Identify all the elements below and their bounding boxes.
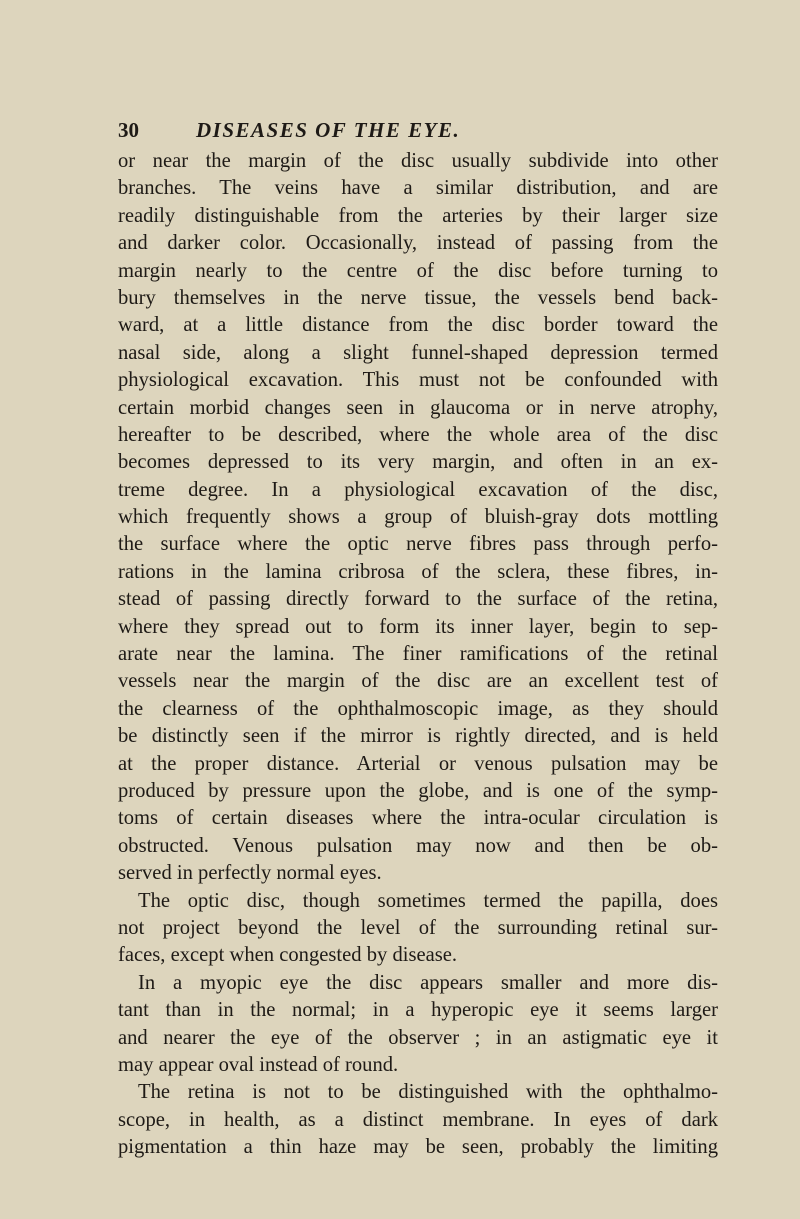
text-line: certain morbid changes seen in glaucoma or in nerve atrophy, <box>118 396 718 419</box>
text-line: margin nearly to the centre of the disc before turning to <box>118 259 718 282</box>
text-line: not project beyond the level of the surrounding retinal sur- <box>118 916 718 939</box>
text-line: bury themselves in the nerve tissue, the vessels bend back- <box>118 286 718 309</box>
text-line: The optic disc, though sometimes termed the papilla, does <box>138 889 718 912</box>
text-line: tant than in the normal; in a hyperopic eye it seems larger <box>118 999 718 1022</box>
text-line: stead of passing directly forward to the surface of the retina, <box>118 588 718 611</box>
text-line: hereafter to be described, where the whole area of the disc <box>118 423 718 446</box>
page-header <box>0 118 800 144</box>
text-line: branches. The veins have a similar distribution, and are <box>118 177 718 200</box>
text-line: scope, in health, as a distinct membrane. In eyes of dark <box>118 1108 718 1131</box>
text-line: faces, except when congested by disease. <box>118 944 458 967</box>
text-line: which frequently shows a group of bluish-gray dots mottling <box>118 506 718 529</box>
text-line: obstructed. Venous pulsation may now and then be ob- <box>118 834 718 857</box>
text-line: and nearer the eye of the observer ; in an astigmatic eye it <box>118 1026 718 1049</box>
page-number: 30 <box>118 118 139 142</box>
text-line: at the proper distance. Arterial or venous pulsation may be <box>118 752 718 775</box>
text-line: and darker color. Occasionally, instead of passing from the <box>118 232 718 255</box>
text-line: vessels near the margin of the disc are an excellent test of <box>118 670 718 693</box>
text-line: The retina is not to be distinguished with the ophthalmo- <box>138 1081 718 1104</box>
running-title: DISEASES OF THE EYE. <box>196 118 461 142</box>
text-line: pigmentation a thin haze may be seen, probably the limiting <box>118 1136 718 1159</box>
text-line: becomes depressed to its very margin, and often in an ex- <box>118 451 718 474</box>
text-line: nasal side, along a slight funnel-shaped depression termed <box>118 341 718 364</box>
text-line: produced by pressure upon the globe, and is one of the symp- <box>118 779 718 802</box>
text-line: toms of certain diseases where the intra-ocular circulation is <box>118 807 718 830</box>
text-line: arate near the lamina. The finer ramifications of the retinal <box>118 643 718 666</box>
text-line: physiological excavation. This must not be confounded with <box>118 369 718 392</box>
text-line: or near the margin of the disc usually subdivide into other <box>118 150 718 172</box>
body-text <box>118 148 718 1161</box>
text-line: served in perfectly normal eyes. <box>118 862 382 885</box>
text-line: treme degree. In a physiological excavation of the disc, <box>118 478 718 501</box>
text-line: where they spread out to form its inner layer, begin to sep- <box>118 615 718 638</box>
text-line: the surface where the optic nerve fibres pass through perfo- <box>118 533 718 556</box>
text-line: In a myopic eye the disc appears smaller and more dis- <box>138 971 718 994</box>
text-line: the clearness of the ophthalmoscopic image, as they should <box>118 697 718 720</box>
text-line: be distinctly seen if the mirror is rightly directed, and is held <box>118 725 718 748</box>
text-line: readily distinguishable from the arteries by their larger size <box>118 204 718 227</box>
text-line: rations in the lamina cribrosa of the sclera, these fibres, in- <box>118 560 718 583</box>
text-line: may appear oval instead of round. <box>118 1053 399 1076</box>
text-line: ward, at a little distance from the disc border toward the <box>118 314 718 337</box>
